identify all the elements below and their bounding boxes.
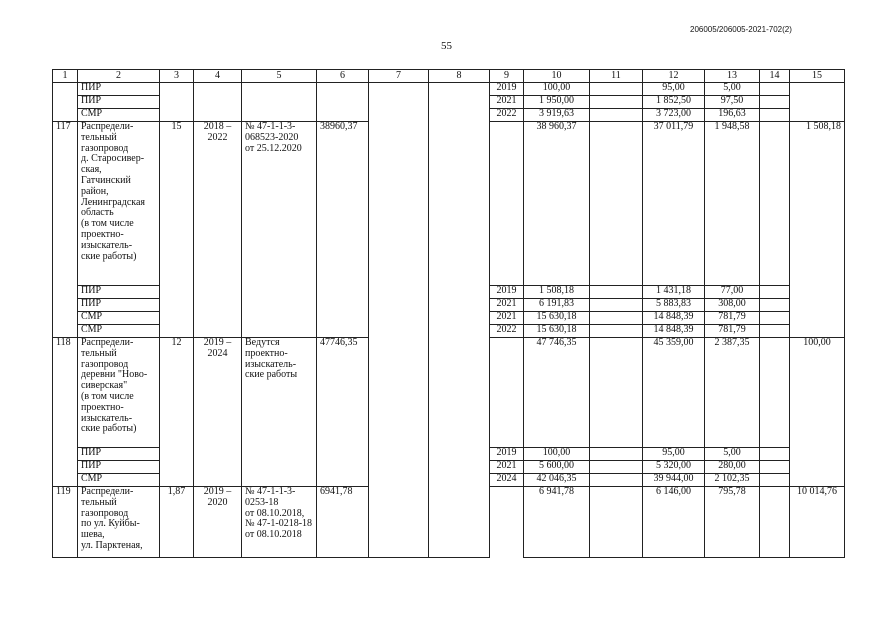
cell-c10: 6 941,78	[524, 487, 590, 558]
cell-length: 15	[160, 122, 194, 338]
cell-label: ПИР	[78, 461, 160, 474]
column-header: 14	[760, 70, 790, 83]
cell-length: 1,87	[160, 487, 194, 558]
cell-length: 12	[160, 338, 194, 487]
table-row	[53, 83, 845, 96]
cell-year: 2021	[490, 461, 524, 474]
object-name: Распредели- тельный газопровод деревни "Ново- сиверская" (в том числе проектно- изыскатель- ские работы)	[78, 338, 160, 448]
cell	[590, 448, 643, 461]
cell-label: ПИР	[78, 448, 160, 461]
cell	[760, 299, 790, 312]
cell-c12: 14 848,39	[643, 325, 705, 338]
column-header: 4	[194, 70, 242, 83]
cell-c13: 97,50	[705, 96, 760, 109]
cell	[760, 461, 790, 474]
cell-c13: 1 948,58	[705, 122, 760, 286]
cell	[760, 312, 790, 325]
cell	[590, 461, 643, 474]
column-header: 8	[429, 70, 490, 83]
cell-period: 2019 – 2024	[194, 338, 242, 487]
cell-label: ПИР	[78, 299, 160, 312]
cell-year: 2021	[490, 96, 524, 109]
cell	[590, 109, 643, 122]
cell-period: 2019 – 2020	[194, 487, 242, 558]
cell	[590, 96, 643, 109]
data-table	[52, 69, 845, 558]
column-header: 13	[705, 70, 760, 83]
cell-c12: 6 146,00	[643, 487, 705, 558]
cell-year: 2022	[490, 325, 524, 338]
cell	[590, 299, 643, 312]
cell-c10: 100,00	[524, 448, 590, 461]
cell-c12: 37 011,79	[643, 122, 705, 286]
cell	[790, 83, 845, 122]
cell-label: ПИР	[78, 286, 160, 299]
cell-c12: 95,00	[643, 448, 705, 461]
row-number: 117	[53, 122, 78, 338]
cell-c10: 1 508,18	[524, 286, 590, 299]
cell	[760, 448, 790, 461]
cell-c13: 77,00	[705, 286, 760, 299]
cell	[760, 109, 790, 122]
cell-label: ПИР	[78, 96, 160, 109]
cell-document: № 47-1-1-3- 0253-18 от 08.10.2018, № 47-1-0218-18 от 08.10.2018	[242, 487, 317, 558]
cell	[590, 122, 643, 286]
cell-c12: 5 320,00	[643, 461, 705, 474]
cell	[429, 83, 490, 558]
cell	[590, 83, 643, 96]
column-header: 1	[53, 70, 78, 83]
cell	[760, 487, 790, 558]
cell-c13: 781,79	[705, 312, 760, 325]
column-header: 5	[242, 70, 317, 83]
cell-period: 2018 – 2022	[194, 122, 242, 338]
cell	[490, 338, 524, 448]
column-header: 9	[490, 70, 524, 83]
cell-cost: 38960,37	[317, 122, 369, 338]
cell-c12: 3 723,00	[643, 109, 705, 122]
cell-c10: 15 630,18	[524, 312, 590, 325]
row-number: 119	[53, 487, 78, 558]
cell-c15: 10 014,76	[790, 487, 845, 558]
cell-year: 2019	[490, 83, 524, 96]
cell-c12: 45 359,00	[643, 338, 705, 448]
cell-document: № 47-1-1-3- 068523-2020 от 25.12.2020	[242, 122, 317, 338]
cell-year: 2022	[490, 109, 524, 122]
column-header: 6	[317, 70, 369, 83]
cell-cost: 6941,78	[317, 487, 369, 558]
cell-label: ПИР	[78, 83, 160, 96]
cell-c10: 100,00	[524, 83, 590, 96]
cell-c13: 2 102,35	[705, 474, 760, 487]
cell-c13: 781,79	[705, 325, 760, 338]
cell	[160, 83, 194, 122]
cell-label: СМР	[78, 325, 160, 338]
column-header: 11	[590, 70, 643, 83]
page-number: 55	[441, 40, 452, 52]
cell-c10: 47 746,35	[524, 338, 590, 448]
column-header: 10	[524, 70, 590, 83]
cell-c15: 1 508,18	[790, 122, 845, 338]
cell-year: 2021	[490, 312, 524, 325]
cell-c13: 5,00	[705, 448, 760, 461]
object-name: Распредели- тельный газопровод по ул. Куйбы- шева, ул. Парктеная,	[78, 487, 160, 558]
object-name: Распредели- тельный газопровод д. Старосивер- ская, Гатчинский район, Ленинградская область (в том числе проектно- изыскатель- ские работы)	[78, 122, 160, 286]
cell	[590, 286, 643, 299]
cell-c12: 39 944,00	[643, 474, 705, 487]
cell-year: 2021	[490, 299, 524, 312]
cell	[490, 487, 524, 558]
cell-c12: 5 883,83	[643, 299, 705, 312]
cell	[590, 474, 643, 487]
cell	[590, 325, 643, 338]
cell	[760, 122, 790, 286]
cell-year: 2019	[490, 286, 524, 299]
cell-cost: 47746,35	[317, 338, 369, 487]
row-number: 118	[53, 338, 78, 487]
cell	[590, 338, 643, 448]
cell-c13: 795,78	[705, 487, 760, 558]
cell-c12: 14 848,39	[643, 312, 705, 325]
document-id: 206005/206005-2021-702(2)	[690, 25, 792, 34]
cell-c13: 2 387,35	[705, 338, 760, 448]
cell-c10: 42 046,35	[524, 474, 590, 487]
cell-c10: 1 950,00	[524, 96, 590, 109]
cell-year: 2019	[490, 448, 524, 461]
column-header: 15	[790, 70, 845, 83]
cell	[590, 487, 643, 558]
cell-c13: 280,00	[705, 461, 760, 474]
cell	[317, 83, 369, 122]
cell-c13: 5,00	[705, 83, 760, 96]
cell-c15: 100,00	[790, 338, 845, 487]
cell-year: 2024	[490, 474, 524, 487]
cell-c10: 38 960,37	[524, 122, 590, 286]
column-header: 7	[369, 70, 429, 83]
cell-c13: 308,00	[705, 299, 760, 312]
cell-label: СМР	[78, 474, 160, 487]
cell	[760, 286, 790, 299]
table-header-row	[53, 70, 845, 83]
cell	[53, 83, 78, 122]
cell-c12: 1 431,18	[643, 286, 705, 299]
cell	[369, 83, 429, 558]
cell-document: Ведутся проектно- изыскатель- ские работы	[242, 338, 317, 487]
cell	[760, 474, 790, 487]
cell-c10: 5 600,00	[524, 461, 590, 474]
column-header: 2	[78, 70, 160, 83]
cell-c12: 95,00	[643, 83, 705, 96]
cell-c12: 1 852,50	[643, 96, 705, 109]
column-header: 12	[643, 70, 705, 83]
cell	[194, 83, 242, 122]
cell	[590, 312, 643, 325]
cell-c10: 3 919,63	[524, 109, 590, 122]
cell-c10: 6 191,83	[524, 299, 590, 312]
cell	[760, 338, 790, 448]
cell-label: СМР	[78, 312, 160, 325]
cell	[760, 83, 790, 96]
cell-c10: 15 630,18	[524, 325, 590, 338]
column-header: 3	[160, 70, 194, 83]
cell-c13: 196,63	[705, 109, 760, 122]
cell-label: СМР	[78, 109, 160, 122]
cell	[242, 83, 317, 122]
cell	[760, 96, 790, 109]
cell	[760, 325, 790, 338]
cell	[490, 122, 524, 286]
